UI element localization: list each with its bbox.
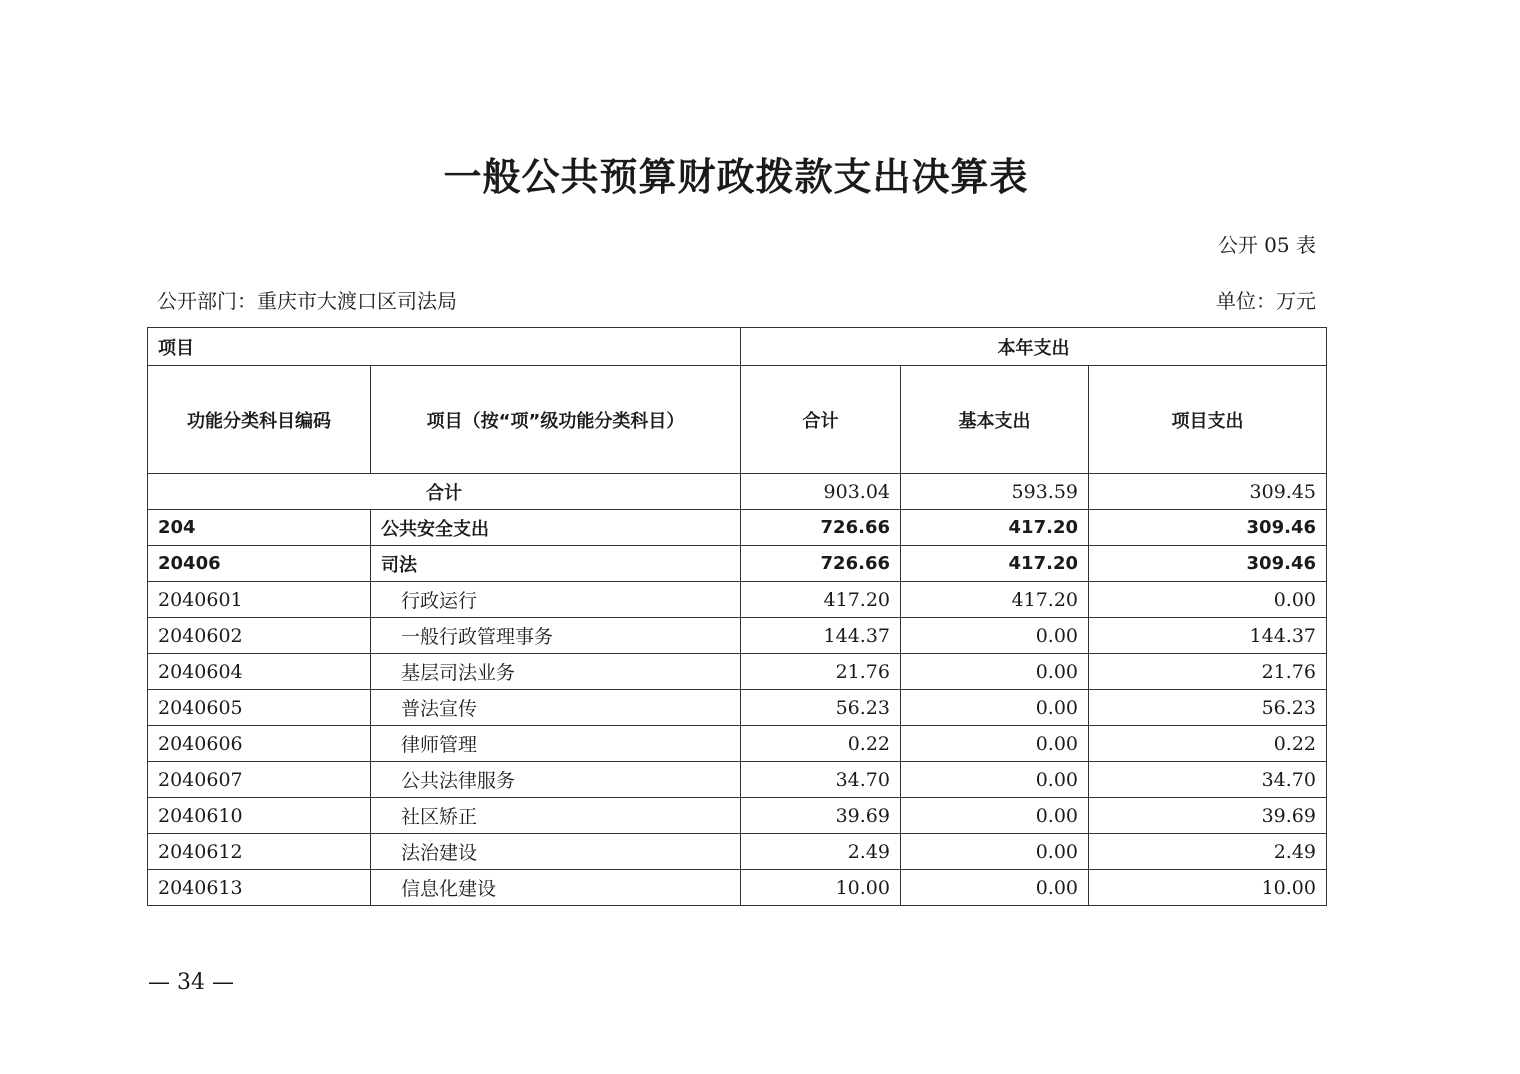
table-body [148,328,1327,906]
row-code: 2040605 [148,690,371,726]
page-title: 一般公共预算财政拨款支出决算表 [443,155,1029,199]
table-row [148,546,1327,582]
table-row [148,690,1327,726]
row-project: 0.00 [1089,582,1327,618]
row-basic: 0.00 [901,762,1089,798]
row-name: 普法宣传 [371,690,741,726]
header-project: 项目 [148,328,741,366]
row-basic: 0.00 [901,690,1089,726]
row-total: 726.66 [741,546,901,582]
table-row [148,798,1327,834]
row-name: 法治建设 [371,834,741,870]
row-project: 39.69 [1089,798,1327,834]
column-header-code: 功能分类科目编码 [148,366,371,474]
table-subheader-row [148,366,1327,474]
row-basic: 417.20 [901,546,1089,582]
table-row [148,582,1327,618]
row-basic: 417.20 [901,510,1089,546]
table-row [148,618,1327,654]
row-project: 56.23 [1089,690,1327,726]
total-label: 合计 [148,474,741,510]
row-code: 2040601 [148,582,371,618]
unit-label: 单位：万元 [1216,289,1316,313]
row-total: 2.49 [741,834,901,870]
row-total: 34.70 [741,762,901,798]
row-code: 2040602 [148,618,371,654]
row-total: 56.23 [741,690,901,726]
row-name: 基层司法业务 [371,654,741,690]
table-row [148,510,1327,546]
row-project: 144.37 [1089,618,1327,654]
row-basic: 417.20 [901,582,1089,618]
row-name: 一般行政管理事务 [371,618,741,654]
row-project: 309.46 [1089,546,1327,582]
header-current-year: 本年支出 [741,328,1327,366]
row-total: 39.69 [741,798,901,834]
table-header-row [148,328,1327,366]
column-header-item: 项目（按“项”级功能分类科目） [371,366,741,474]
row-name: 行政运行 [371,582,741,618]
column-header-total: 合计 [741,366,901,474]
table-row [148,762,1327,798]
row-total: 417.20 [741,582,901,618]
department-label: 公开部门：重庆市大渡口区司法局 [157,289,457,313]
table-row [148,834,1327,870]
row-name: 信息化建设 [371,870,741,906]
total-basic: 593.59 [901,474,1089,510]
row-code: 204 [148,510,371,546]
row-basic: 0.00 [901,834,1089,870]
total-amount: 903.04 [741,474,901,510]
row-total: 144.37 [741,618,901,654]
row-project: 309.46 [1089,510,1327,546]
budget-table [147,327,1327,906]
row-project: 10.00 [1089,870,1327,906]
table-row [148,726,1327,762]
row-code: 2040612 [148,834,371,870]
row-name: 公共安全支出 [371,510,741,546]
row-code: 2040610 [148,798,371,834]
row-name: 律师管理 [371,726,741,762]
row-project: 0.22 [1089,726,1327,762]
row-code: 2040607 [148,762,371,798]
row-basic: 0.00 [901,726,1089,762]
total-row [148,474,1327,510]
table-row [148,654,1327,690]
row-basic: 0.00 [901,870,1089,906]
row-code: 2040613 [148,870,371,906]
total-project: 309.45 [1089,474,1327,510]
row-project: 21.76 [1089,654,1327,690]
column-header-project: 项目支出 [1089,366,1327,474]
row-total: 10.00 [741,870,901,906]
column-header-basic: 基本支出 [901,366,1089,474]
row-code: 2040606 [148,726,371,762]
row-total: 21.76 [741,654,901,690]
row-total: 0.22 [741,726,901,762]
row-code: 2040604 [148,654,371,690]
row-basic: 0.00 [901,798,1089,834]
form-number: 公开 05 表 [1217,233,1316,257]
row-project: 2.49 [1089,834,1327,870]
row-basic: 0.00 [901,618,1089,654]
row-project: 34.70 [1089,762,1327,798]
table-row [148,870,1327,906]
row-code: 20406 [148,546,371,582]
row-name: 公共法律服务 [371,762,741,798]
row-name: 司法 [371,546,741,582]
row-total: 726.66 [741,510,901,546]
row-basic: 0.00 [901,654,1089,690]
row-name: 社区矫正 [371,798,741,834]
page-number: — 34 — [148,970,234,995]
